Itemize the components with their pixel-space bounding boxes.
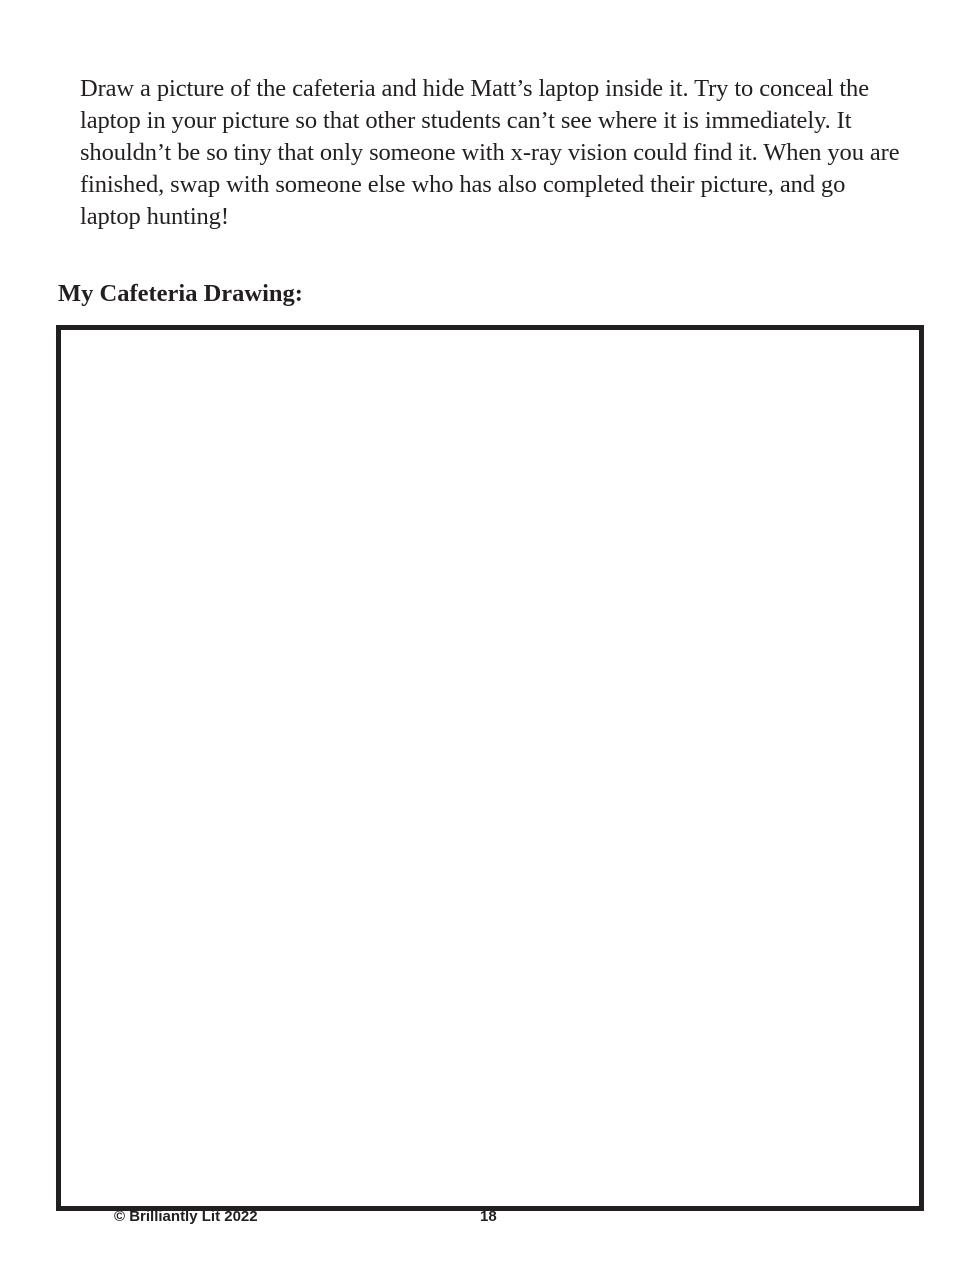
page-number: 18 <box>480 1208 497 1225</box>
drawing-heading: My Cafeteria Drawing: <box>58 280 303 307</box>
activity-instructions: Draw a picture of the cafeteria and hide Matt’s laptop inside it. Try to conceal the laptop in your picture so that other students can’t see where it is immediately. It shouldn’t be so tiny that only someone with x-ray vision could find it. When you are finished, swap with someone else who has also completed their picture, and go laptop hunting! <box>80 75 900 230</box>
footer-copyright: © Brilliantly Lit 2022 <box>114 1208 258 1225</box>
drawing-area-box <box>56 325 924 1211</box>
